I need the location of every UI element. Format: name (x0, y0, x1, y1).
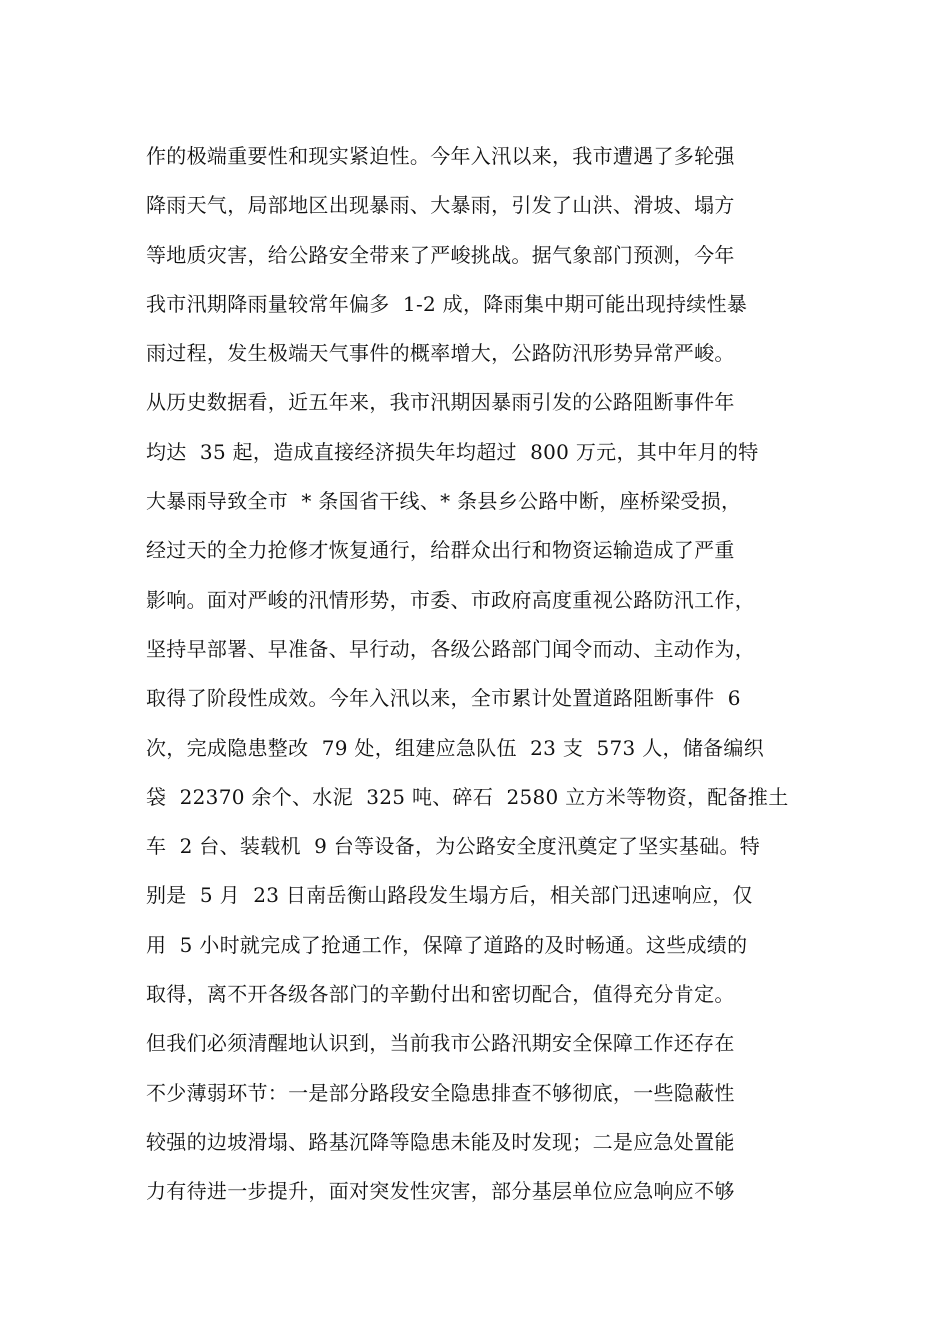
text-line: 取得，离不开各级各部门的辛勤付出和密切配合，值得充分肯定。 (146, 982, 735, 1007)
text-line: 但我们必须清醒地认识到，当前我市公路汛期安全保障工作还存在 (146, 1031, 735, 1056)
text-line: 别是 5 月 23 日南岳衡山路段发生塌方后，相关部门迅速响应，仅 (146, 883, 753, 908)
text-line: 力有待进一步提升，面对突发性灾害，部分基层单位应急响应不够 (146, 1179, 735, 1204)
text-line: 坚持早部署、早准备、早行动，各级公路部门闻令而动、主动作为， (146, 636, 755, 661)
text-line: 用 5 小时就完成了抢通工作，保障了道路的及时畅通。这些成绩的 (146, 932, 748, 957)
text-line: 我市汛期降雨量较常年偏多 1-2 成，降雨集中期可能出现持续性暴 (146, 291, 748, 316)
text-line: 经过天的全力抢修才恢复通行，给群众出行和物资运输造成了严重 (146, 538, 735, 563)
text-line: 不少薄弱环节：一是部分路段安全隐患排查不够彻底，一些隐蔽性 (146, 1080, 735, 1105)
text-line: 降雨天气，局部地区出现暴雨、大暴雨，引发了山洪、滑坡、塌方 (146, 193, 735, 218)
text-line: 从历史数据看，近五年来，我市汛期因暴雨引发的公路阻断事件年 (146, 390, 735, 415)
text-line: 均达 35 起，造成直接经济损失年均超过 800 万元，其中年月的特 (146, 439, 759, 464)
text-line: 影响。面对严峻的汛情形势，市委、市政府高度重视公路防汛工作， (146, 587, 755, 612)
text-line: 作的极端重要性和现实紧迫性。今年入汛以来，我市遭遇了多轮强 (146, 144, 735, 168)
text-line: 较强的边坡滑塌、路基沉降等隐患未能及时发现；二是应急处置能 (146, 1129, 735, 1154)
text-line: 次，完成隐患整改 79 处，组建应急队伍 23 支 573 人，储备编织 (146, 735, 764, 760)
text-line: 取得了阶段性成效。今年入汛以来，全市累计处置道路阻断事件 6 (146, 686, 741, 711)
text-line: 等地质灾害，给公路安全带来了严峻挑战。据气象部门预测，今年 (146, 242, 735, 267)
text-line: 大暴雨导致全市 * 条国省干线、* 条县乡公路中断，座桥梁受损， (146, 489, 742, 514)
text-line: 袋 22370 余个、水泥 325 吨、碎石 2580 立方米等物资，配备推土 (146, 784, 789, 809)
body-text (146, 132, 836, 1217)
text-line: 雨过程，发生极端天气事件的概率增大，公路防汛形势异常严峻。 (146, 341, 735, 366)
text-line: 车 2 台、装载机 9 台等设备，为公路安全度汛奠定了坚实基础。特 (146, 834, 761, 859)
